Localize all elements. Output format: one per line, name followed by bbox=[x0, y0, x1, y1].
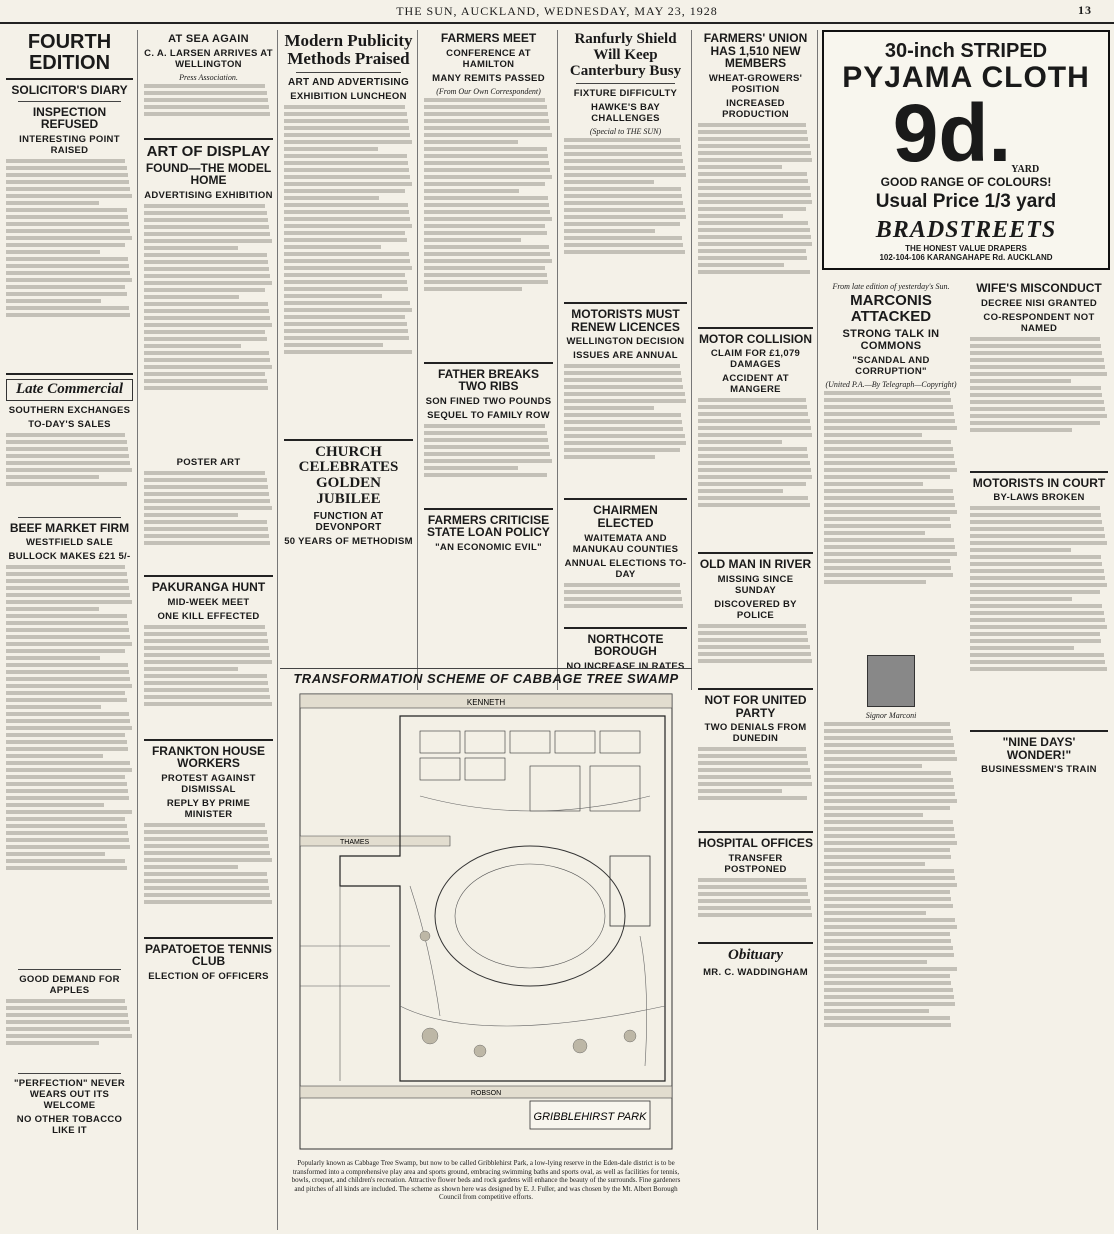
missing-subheading: MISSING SINCE SUNDAY bbox=[717, 573, 794, 596]
scandal-subheading: "SCANDAL AND CORRUPTION" bbox=[852, 354, 930, 377]
diary-heading: SOLICITOR'S DIARY bbox=[11, 83, 128, 97]
ad-line-4: Usual Price 1/3 yard bbox=[875, 191, 1057, 212]
article-body bbox=[144, 471, 273, 571]
poster-art-subheading: POSTER ART bbox=[176, 456, 241, 468]
ad-unit: YARD bbox=[1011, 164, 1040, 175]
modern-publicity-heading: Modern Publicity Methods Praised bbox=[284, 31, 413, 68]
street-bottom-label: ROBSON bbox=[470, 1090, 502, 1097]
article-body bbox=[284, 105, 413, 435]
street-left-label: THAMES bbox=[340, 839, 370, 846]
masthead-title: THE SUN, AUCKLAND, WEDNESDAY, MAY 23, 1928 bbox=[396, 4, 718, 18]
column-5 bbox=[560, 30, 692, 690]
wheat-subheading: WHEAT-GROWERS' POSITION bbox=[708, 72, 803, 95]
apples-heading: GOOD DEMAND FOR APPLES bbox=[19, 974, 120, 997]
election-subheading: ELECTION OF OFFICERS bbox=[148, 970, 269, 982]
northcote-heading: NORTHCOTE BOROUGH bbox=[587, 631, 664, 659]
discovered-subheading: DISCOVERED BY POLICE bbox=[714, 598, 797, 621]
model-home-heading: FOUND—THE MODEL HOME bbox=[145, 160, 272, 188]
late-edition-note: From late edition of yesterday's Sun. bbox=[832, 282, 950, 291]
ranfurly-heading: Ranfurly Shield Will Keep Canterbury Busy bbox=[569, 31, 682, 79]
map-caption: Popularly known as Cabbage Tree Swamp, but now to be called Gribblehirst Park, a low-lying reserve in the Eden-dale district is to be transformed into a comprehensive play area and sports ground, embracing swimming baths and sports oval, as well as facilities for tennis, bowls, croquet, and children's recreation. Attractive flower beds and rock gardens will enhance the beauty of the surrounds. Fine gardeners and pitches of all kinds are included. The scheme as shown here was designed by E. J. Fuller, and was chosen by the Mt. Albert Borough Council from competitive efforts. bbox=[291, 1159, 681, 1201]
map-title: TRANSFORMATION SCHEME OF CABBAGE TREE SWAMP bbox=[293, 671, 679, 686]
midweek-subheading: MID-WEEK MEET bbox=[167, 596, 250, 608]
waddingham-subheading: MR. C. WADDINGHAM bbox=[703, 966, 808, 978]
article-body bbox=[698, 624, 813, 684]
article-body bbox=[6, 159, 133, 369]
marconi-portrait-photo bbox=[867, 655, 915, 707]
park-plan-diagram bbox=[280, 686, 692, 1156]
article-body bbox=[144, 823, 273, 933]
art-display-heading: ART OF DISPLAY bbox=[146, 143, 271, 160]
methodism-subheading: 50 YEARS OF METHODISM bbox=[284, 535, 413, 547]
at-sea-heading: AT SEA AGAIN bbox=[168, 33, 249, 45]
obituary-heading: Obituary bbox=[727, 946, 783, 963]
westfield-subheading: WESTFIELD SALE bbox=[25, 537, 114, 549]
pyjama-cloth-advertisement bbox=[822, 30, 1110, 270]
two-denials-subheading: TWO DENIALS FROM DUNEDIN bbox=[704, 722, 807, 745]
adv-exhibition-subheading: ADVERTISING EXHIBITION bbox=[144, 189, 273, 201]
commons-subheading: STRONG TALK IN COMMONS bbox=[842, 327, 940, 352]
larsen-subheading: C. A. LARSEN ARRIVES AT WELLINGTON bbox=[144, 48, 273, 70]
fixture-subheading: FIXTURE DIFFICULTY bbox=[573, 88, 678, 100]
park-map-block bbox=[280, 668, 692, 1229]
frankton-heading: FRANKTON HOUSE WORKERS bbox=[151, 743, 266, 771]
beef-heading: BEEF MARKET FIRM bbox=[9, 520, 130, 535]
farmers-criticise-heading: FARMERS CRITICISE STATE LOAN POLICY bbox=[427, 512, 550, 540]
marconis-heading: MARCONIS ATTACKED bbox=[850, 292, 932, 325]
article-body bbox=[970, 506, 1108, 726]
ad-line-1: 30-inch STRIPED bbox=[884, 40, 1048, 62]
article-body bbox=[824, 722, 958, 1122]
conference-subheading: CONFERENCE AT HAMILTON bbox=[446, 47, 531, 70]
article-body bbox=[698, 123, 813, 323]
reply-subheading: REPLY BY PRIME MINISTER bbox=[166, 797, 251, 820]
increased-subheading: INCREASED PRODUCTION bbox=[722, 97, 789, 120]
street-top-label: KENNETH bbox=[466, 698, 506, 707]
accident-subheading: ACCIDENT AT MANGERE bbox=[722, 373, 789, 396]
article-body bbox=[424, 424, 553, 504]
park-name-label: GRIBBLEHIRST PARK bbox=[533, 1111, 647, 1123]
remits-subheading: MANY REMITS PASSED bbox=[432, 72, 545, 84]
exchanges-heading: SOUTHERN EXCHANGES bbox=[8, 404, 131, 416]
ad-address: 102-104-106 KARANGAHAPE Rd. AUCKLAND bbox=[879, 253, 1053, 262]
claim-subheading: CLAIM FOR £1,079 DAMAGES bbox=[710, 348, 801, 371]
art-adv-subheading: ART AND ADVERTISING bbox=[287, 76, 410, 88]
late-commercial-heading: Late Commercial bbox=[6, 379, 133, 401]
masthead bbox=[0, 0, 1114, 24]
businessmens-subheading: BUSINESSMEN'S TRAIN bbox=[981, 764, 1097, 776]
papatoetoe-heading: PAPATOETOE TENNIS CLUB bbox=[145, 941, 272, 969]
article-body bbox=[6, 565, 133, 965]
article-body bbox=[6, 433, 133, 513]
article-heading: INSPECTION REFUSED bbox=[32, 104, 107, 132]
one-kill-subheading: ONE KILL EFFECTED bbox=[157, 610, 260, 622]
article-body bbox=[824, 391, 958, 651]
father-heading: FATHER BREAKS TWO RIBS bbox=[437, 366, 540, 394]
church-heading: CHURCH CELEBRATES GOLDEN JUBILEE bbox=[298, 443, 399, 507]
article-body bbox=[698, 878, 813, 938]
wellington-subheading: WELLINGTON DECISION bbox=[566, 336, 685, 348]
article-body bbox=[564, 138, 687, 298]
no-increase-subheading: NO INCREASE IN RATES bbox=[566, 660, 685, 672]
article-body bbox=[6, 999, 133, 1069]
article-body bbox=[144, 625, 273, 735]
hospital-heading: HOSPITAL OFFICES bbox=[698, 836, 813, 851]
street-left bbox=[300, 836, 450, 846]
ad-brand-sub: THE HONEST VALUE DRAPERS bbox=[905, 244, 1027, 253]
ad-line-2: PYJAMA CLOTH bbox=[842, 61, 1090, 94]
pakuranga-heading: PAKURANGA HUNT bbox=[151, 579, 266, 594]
nine-days-heading: "NINE DAYS' WONDER!" bbox=[1002, 735, 1076, 762]
son-fined-subheading: SON FINED TWO POUNDS bbox=[425, 395, 552, 407]
article-body bbox=[970, 337, 1108, 467]
united-party-heading: NOT FOR UNITED PARTY bbox=[704, 692, 807, 720]
column-2 bbox=[140, 30, 278, 1230]
collision-heading: MOTOR COLLISION bbox=[698, 331, 813, 346]
wife-heading: WIFE'S MISCONDUCT bbox=[976, 281, 1102, 295]
co-respondent-subheading: CO-RESPONDENT NOT NAMED bbox=[983, 311, 1095, 334]
old-man-heading: OLD MAN IN RIVER bbox=[699, 557, 812, 572]
tobacco-subheading: NO OTHER TOBACCO LIKE IT bbox=[16, 1114, 123, 1137]
luncheon-subheading: EXHIBITION LUNCHEON bbox=[290, 90, 407, 102]
column-8 bbox=[966, 280, 1112, 1230]
protest-subheading: PROTEST AGAINST DISMISSAL bbox=[161, 772, 256, 795]
decree-subheading: DECREE NISI GRANTED bbox=[980, 297, 1098, 309]
correspondent-byline: (From Our Own Correspondent) bbox=[436, 86, 541, 96]
economic-evil-subheading: "AN ECONOMIC EVIL" bbox=[435, 541, 542, 553]
hawkes-subheading: HAWKE'S BAY CHALLENGES bbox=[590, 102, 661, 125]
photo-caption: Signor Marconi bbox=[865, 710, 917, 720]
article-body bbox=[698, 398, 813, 548]
article-body bbox=[144, 84, 273, 134]
function-subheading: FUNCTION AT DEVONPORT bbox=[313, 510, 384, 533]
edition-heading: FOURTH EDITION bbox=[27, 31, 112, 74]
cable-byline: (United P.A.—By Telegraph—Copyright) bbox=[825, 379, 957, 389]
transfer-subheading: TRANSFER POSTPONED bbox=[724, 852, 787, 875]
article-body bbox=[564, 583, 687, 623]
column-4 bbox=[420, 30, 558, 690]
sequel-subheading: SEQUEL TO FAMILY ROW bbox=[427, 409, 550, 421]
article-subheading: INTERESTING POINT RAISED bbox=[19, 133, 120, 156]
issues-subheading: ISSUES ARE ANNUAL bbox=[573, 350, 678, 362]
bullock-subheading: BULLOCK MAKES £21 5/- bbox=[8, 551, 131, 563]
perfection-heading: "PERFECTION" NEVER WEARS OUT ITS WELCOME bbox=[13, 1078, 125, 1112]
article-body bbox=[144, 204, 273, 454]
union-heading: FARMERS' UNION HAS 1,510 NEW MEMBERS bbox=[703, 31, 808, 71]
bylaws-subheading: BY-LAWS BROKEN bbox=[993, 492, 1085, 504]
ad-brand-logo: BRADSTREETS bbox=[875, 217, 1057, 243]
special-byline: (Special to THE SUN) bbox=[589, 127, 662, 137]
column-6 bbox=[694, 30, 818, 1230]
annual-subheading: ANNUAL ELECTIONS TO-DAY bbox=[564, 557, 687, 580]
sales-subheading: TO-DAY'S SALES bbox=[28, 418, 111, 430]
motorists-heading: MOTORISTS MUST RENEW LICENCES bbox=[571, 307, 680, 334]
column-7 bbox=[820, 280, 962, 1230]
press-byline: Press Association. bbox=[179, 73, 238, 82]
page-number: 13 bbox=[1078, 3, 1092, 17]
article-body bbox=[698, 747, 813, 827]
ad-price: 9d. bbox=[892, 88, 1012, 179]
column-1 bbox=[2, 30, 138, 1230]
ad-line-3: GOOD RANGE OF COLOURS! bbox=[880, 175, 1052, 189]
column-3 bbox=[280, 30, 418, 690]
farmers-meet-heading: FARMERS MEET bbox=[440, 31, 537, 45]
article-body bbox=[424, 98, 553, 358]
chairmen-heading: CHAIRMEN ELECTED bbox=[593, 503, 658, 531]
article-body bbox=[564, 364, 687, 494]
motorists-court-heading: MOTORISTS IN COURT bbox=[972, 475, 1106, 490]
waitemata-subheading: WAITEMATA AND MANUKAU COUNTIES bbox=[572, 532, 679, 555]
